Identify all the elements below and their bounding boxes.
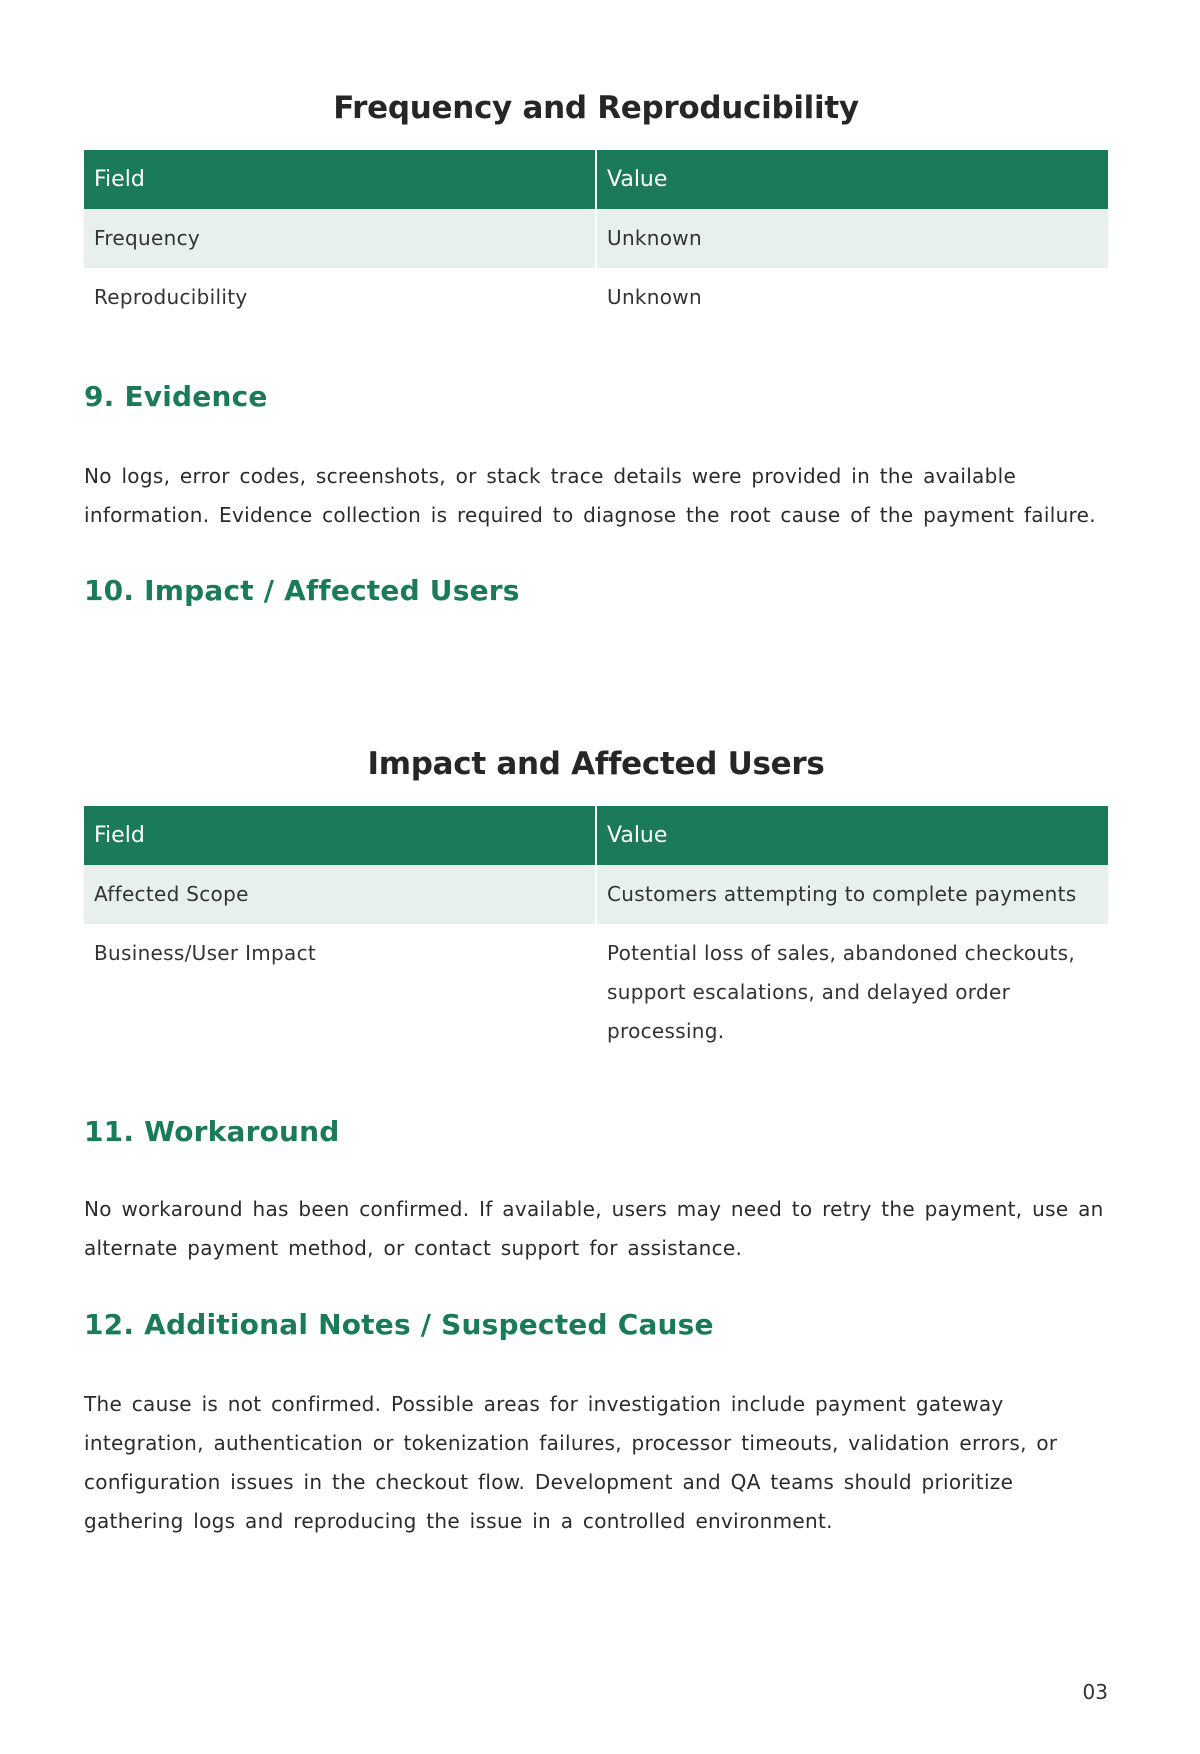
frequency-table	[84, 150, 1108, 327]
table-row	[84, 924, 1108, 1061]
table-cell: Reproducibility	[94, 285, 248, 309]
column-header-field: Field	[84, 806, 596, 865]
table-row	[84, 865, 1108, 924]
table-cell: Frequency	[84, 209, 596, 268]
impact-heading: 10. Impact / Affected Users	[84, 574, 520, 607]
column-header-field: Field	[84, 150, 596, 209]
workaround-paragraph: No workaround has been confirmed. If available, users may need to retry the payment, use an alternate payment method, or contact support for assistance.	[84, 1197, 1104, 1260]
table-row	[84, 268, 1108, 327]
column-header-value: Value	[596, 150, 1108, 209]
frequency-table-title: Frequency and Reproducibility	[333, 90, 859, 126]
table-header-row	[84, 806, 1108, 865]
table-header-row	[84, 150, 1108, 209]
table-cell: Unknown	[596, 268, 1108, 327]
column-header-value: Value	[596, 806, 1108, 865]
table-cell: Unknown	[596, 209, 1108, 268]
impact-table	[84, 806, 1108, 1061]
table-cell: Affected Scope	[84, 865, 596, 924]
workaround-heading: 11. Workaround	[84, 1115, 340, 1148]
notes-heading: 12. Additional Notes / Suspected Cause	[84, 1308, 714, 1341]
page-number: 03	[1082, 1680, 1108, 1704]
notes-paragraph: The cause is not confirmed. Possible areas for investigation include payment gateway integration, authentication or tokenization failures, processor timeouts, validation errors, or configuration issues in the checkout flow. Development and QA teams should prioritize gathering logs and reproducing the issue in a controlled environment.	[84, 1392, 1058, 1533]
table-cell: Potential loss of sales, abandoned checkouts, support escalations, and delayed order processing.	[596, 924, 1108, 1061]
table-cell: Customers attempting to complete payments	[596, 865, 1108, 924]
impact-table-title: Impact and Affected Users	[367, 746, 825, 782]
evidence-heading: 9. Evidence	[84, 380, 268, 413]
evidence-paragraph: No logs, error codes, screenshots, or stack trace details were provided in the available information. Evidence collection is required to diagnose the root cause of the payment failure.	[84, 464, 1096, 527]
table-row	[84, 209, 1108, 268]
table-cell: Business/User Impact	[94, 941, 317, 965]
